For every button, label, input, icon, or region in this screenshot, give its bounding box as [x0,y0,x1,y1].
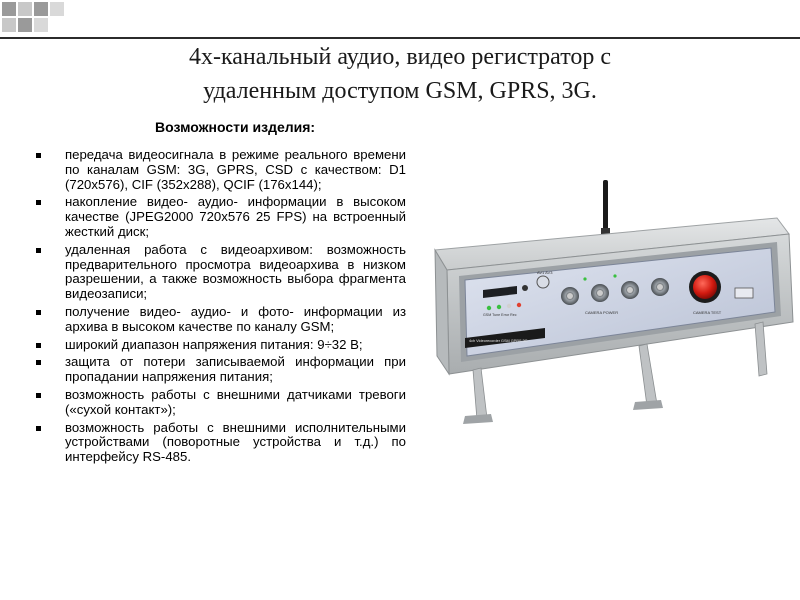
led-icon [487,306,491,310]
bullet-icon [36,426,41,431]
brand-label: 4ch Videorecorder GSM GPRS 3G [469,339,528,343]
led-icon [517,303,521,307]
bullet-icon [36,248,41,253]
list-item [36,148,406,192]
list-item [36,388,406,418]
list-item-text: возможность работы с внешними датчиками тревоги («сухой контакт»); [65,386,406,417]
bullet-icon [36,393,41,398]
list-item [36,243,406,302]
bullet-icon [36,360,41,365]
camera-test-button [693,275,717,299]
connectors-label: CAMERA POWER [585,310,619,315]
bullet-icon [36,310,41,315]
leds-label: GSM Tune Error Rec [483,313,517,317]
list-item [36,338,406,353]
led-icon [497,305,501,309]
header-rule [0,37,800,39]
jack-labels: AV1 AV3 [537,270,553,275]
slide-title-line-2: удаленным доступом GSM, GPRS, 3G. [203,78,597,104]
bullet-icon [36,200,41,205]
device-leg [755,322,767,376]
slide-title-line-1: 4х-канальный аудио, видео регистратор с [188,44,612,70]
list-item [36,355,406,385]
bullet-icon [36,343,41,348]
list-item [36,305,406,335]
device-leg [473,368,487,420]
list-item-text: удаленная работа с видеоархивом: возможность предварительного просмотра видеоархива в низком разрешении, а также возможность выбора фрагмента видеозаписи; [65,241,406,302]
slide-title [0,40,800,108]
list-item-text: передача видеосигнала в режиме реального времени по каналам GSM: 3G, GPRS, CSD с качеством: D1 (720x576), CIF (352x288), QCIF (176x144); [65,147,406,192]
list-item-text: накопление видео- аудио- информации в высоком качестве (JPEG2000 720x576 25 FPS) на встроенный жесткий диск; [65,194,406,239]
list-item-text: возможность работы с внешними исполнительными устройствами (поворотные устройства и т.д.) по интерфейсу RS-485. [65,419,406,465]
features-list [36,148,406,468]
list-item [36,195,406,239]
led-icon [507,304,511,308]
device-leg [639,344,657,406]
antenna [603,180,608,234]
list-item [36,421,406,465]
list-item-text: получение видео- аудио- и фото- информации из архива в высоком качестве по каналу GSM; [65,303,406,334]
device-photo [425,178,795,428]
section-subtitle: Возможности изделия: [155,119,316,135]
list-item-text: защита от потери записываемой информации при пропадании напряжения питания; [65,354,406,385]
corner-decoration [0,0,80,40]
list-item-text: широкий диапазон напряжения питания: 9÷32 В; [65,336,363,352]
bullet-icon [36,153,41,158]
button-label: CAMERA TEST [693,310,722,315]
